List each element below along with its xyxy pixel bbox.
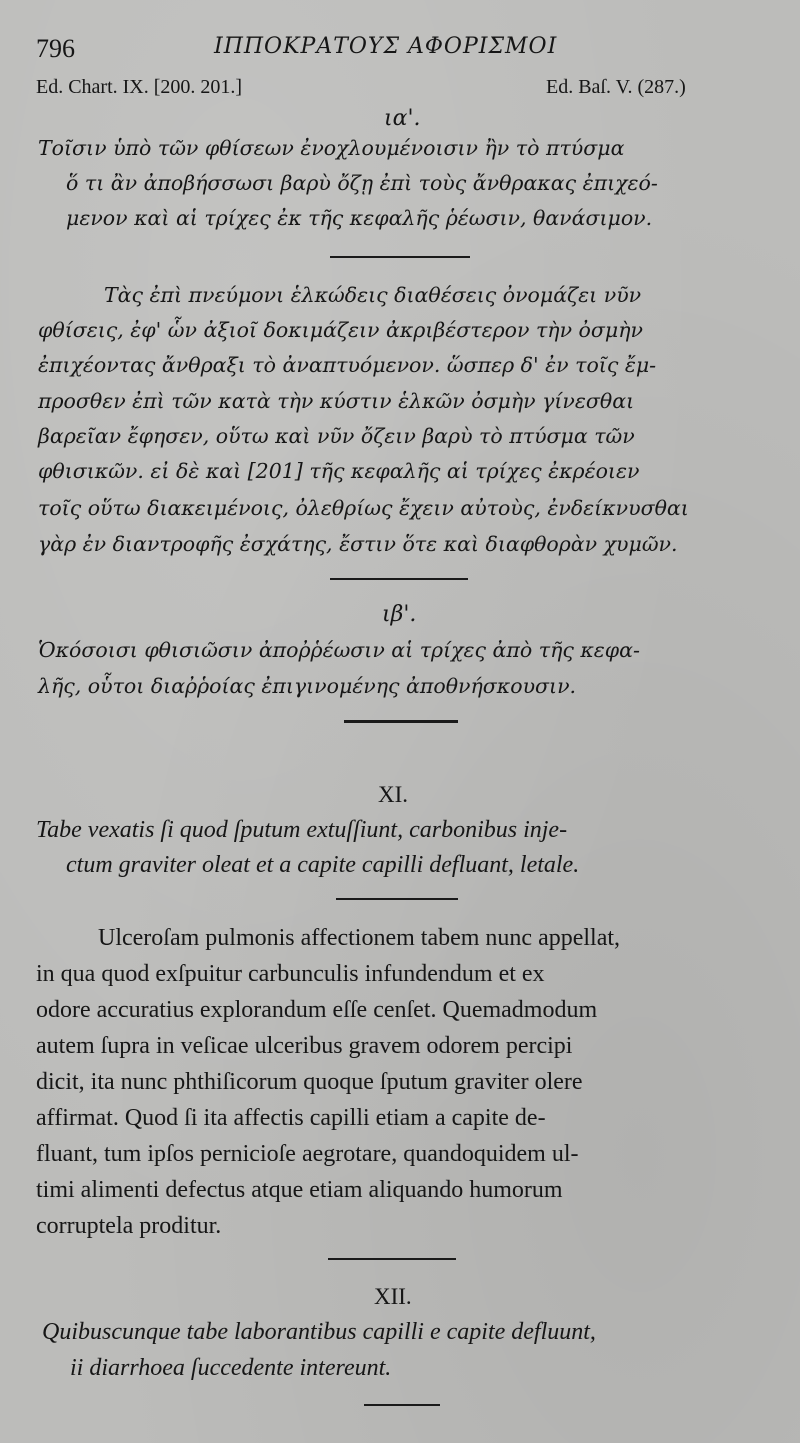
greek-aphorism-11-line: ὅ τι ἂν ἀποβήσσωσι βαρὺ ὄζῃ ἐπὶ τοὺς ἄνθρακας ἐπιχεό- (66, 171, 658, 195)
latin-aphorism-12-line: ii diarrhoea ſuccedente intereunt. (70, 1355, 392, 1381)
section-divider (364, 1404, 440, 1406)
section-divider (330, 578, 468, 580)
greek-commentary-line: Τὰς ἐπὶ πνεύμονι ἑλκώδεις διαθέσεις ὀνομάζει νῦν (104, 283, 642, 307)
latin-aphorism-12-line: Quibuscunque tabe laborantibus capilli e capite defluunt, (42, 1319, 596, 1345)
latin-commentary-line: autem ſupra in veſicae ulceribus gravem odorem percipi (36, 1033, 573, 1059)
greek-aphorism-12-line: Ὁκόσοισι φθισιῶσιν ἀποῤῥέωσιν αἱ τρίχες ἀπὸ τῆς κεφα- (38, 638, 640, 662)
section-divider (328, 1258, 456, 1260)
latin-aphorism-11-line: Tabe vexatis ſi quod ſputum extuſſiunt, carbonibus inje- (36, 817, 568, 843)
greek-commentary-line: τοῖς οὕτω διακειμένοις, ὀλεθρίως ἔχειν αὐτοὺς, ἐνδείκνυσθαι (38, 496, 689, 520)
greek-aphorism-12-number: ιβ'. (382, 602, 417, 627)
greek-aphorism-11-number: ια'. (384, 106, 421, 131)
page-number: 796 (36, 34, 75, 63)
latin-commentary-line: in qua quod exſpuitur carbunculis infundendum et ex (36, 961, 545, 987)
latin-commentary-line: dicit, ita nunc phthiſicorum quoque ſputum graviter olere (36, 1069, 583, 1095)
greek-aphorism-11-line: Τοῖσιν ὑπὸ τῶν φθίσεων ἐνοχλουμένοισιν ἢν τὸ πτύσμα (38, 136, 625, 160)
greek-aphorism-11-line: μενον καὶ αἱ τρίχες ἐκ τῆς κεφαλῆς ῥέωσιν, θανάσιμον. (66, 206, 653, 230)
latin-aphorism-11-number: XI. (378, 782, 409, 807)
greek-commentary-line: φθίσεις, ἐφ' ὧν ἀξιοῖ δοκιμάζειν ἀκριβέστερον τὴν ὀσμὴν (38, 318, 643, 342)
edition-reference-right: Ed. Baſ. V. (287.) (546, 76, 686, 98)
section-divider (344, 720, 458, 723)
latin-commentary-line: Ulceroſam pulmonis affectionem tabem nunc appellat, (98, 925, 621, 951)
greek-commentary-line: γὰρ ἐν διαντροφῆς ἐσχάτης, ἔστιν ὅτε καὶ διαφθορὰν χυμῶν. (38, 532, 678, 556)
greek-commentary-line: ἐπιχέοντας ἄνθραξι τὸ ἀναπτυόμενον. ὥσπερ δ' ἐν τοῖς ἔμ- (38, 353, 657, 377)
latin-commentary-line: affirmat. Quod ſi ita affectis capilli etiam a capite de- (36, 1105, 546, 1131)
greek-aphorism-12-line: λῆς, οὗτοι διαῤῥοίας ἐπιγινομένης ἀποθνήσκουσιν. (38, 674, 577, 698)
latin-aphorism-12-number: XII. (374, 1284, 412, 1309)
latin-commentary-line: timi alimenti defectus atque etiam aliquando humorum (36, 1177, 563, 1203)
greek-commentary-line: προσθεν ἐπὶ τῶν κατὰ τὴν κύστιν ἑλκῶν ὀσμὴν γίνεσθαι (38, 389, 635, 413)
greek-commentary-line: βαρεῖαν ἔφησεν, οὕτω καὶ νῦν ὄζειν βαρὺ τὸ πτύσμα τῶν (38, 424, 635, 448)
latin-commentary-line: corruptela proditur. (36, 1213, 222, 1239)
greek-commentary-line: φθισικῶν. εἰ δὲ καὶ [201] τῆς κεφαλῆς αἱ τρίχες ἐκρέοιεν (38, 459, 640, 483)
edition-reference-left: Ed. Chart. IX. [200. 201.] (36, 76, 243, 98)
running-title: ΙΠΠΟΚΡΑΤΟΥΣ ΑΦΟΡΙΣΜΟΙ (214, 34, 558, 59)
section-divider (336, 898, 458, 900)
latin-commentary-line: odore accuratius explorandum eſſe cenſet. Quemadmodum (36, 997, 598, 1023)
section-divider (330, 256, 470, 258)
latin-commentary-line: fluant, tum ipſos pernicioſe aegrotare, quandoquidem ul- (36, 1141, 579, 1167)
latin-aphorism-11-line: ctum graviter oleat et a capite capilli defluant, letale. (66, 852, 580, 878)
